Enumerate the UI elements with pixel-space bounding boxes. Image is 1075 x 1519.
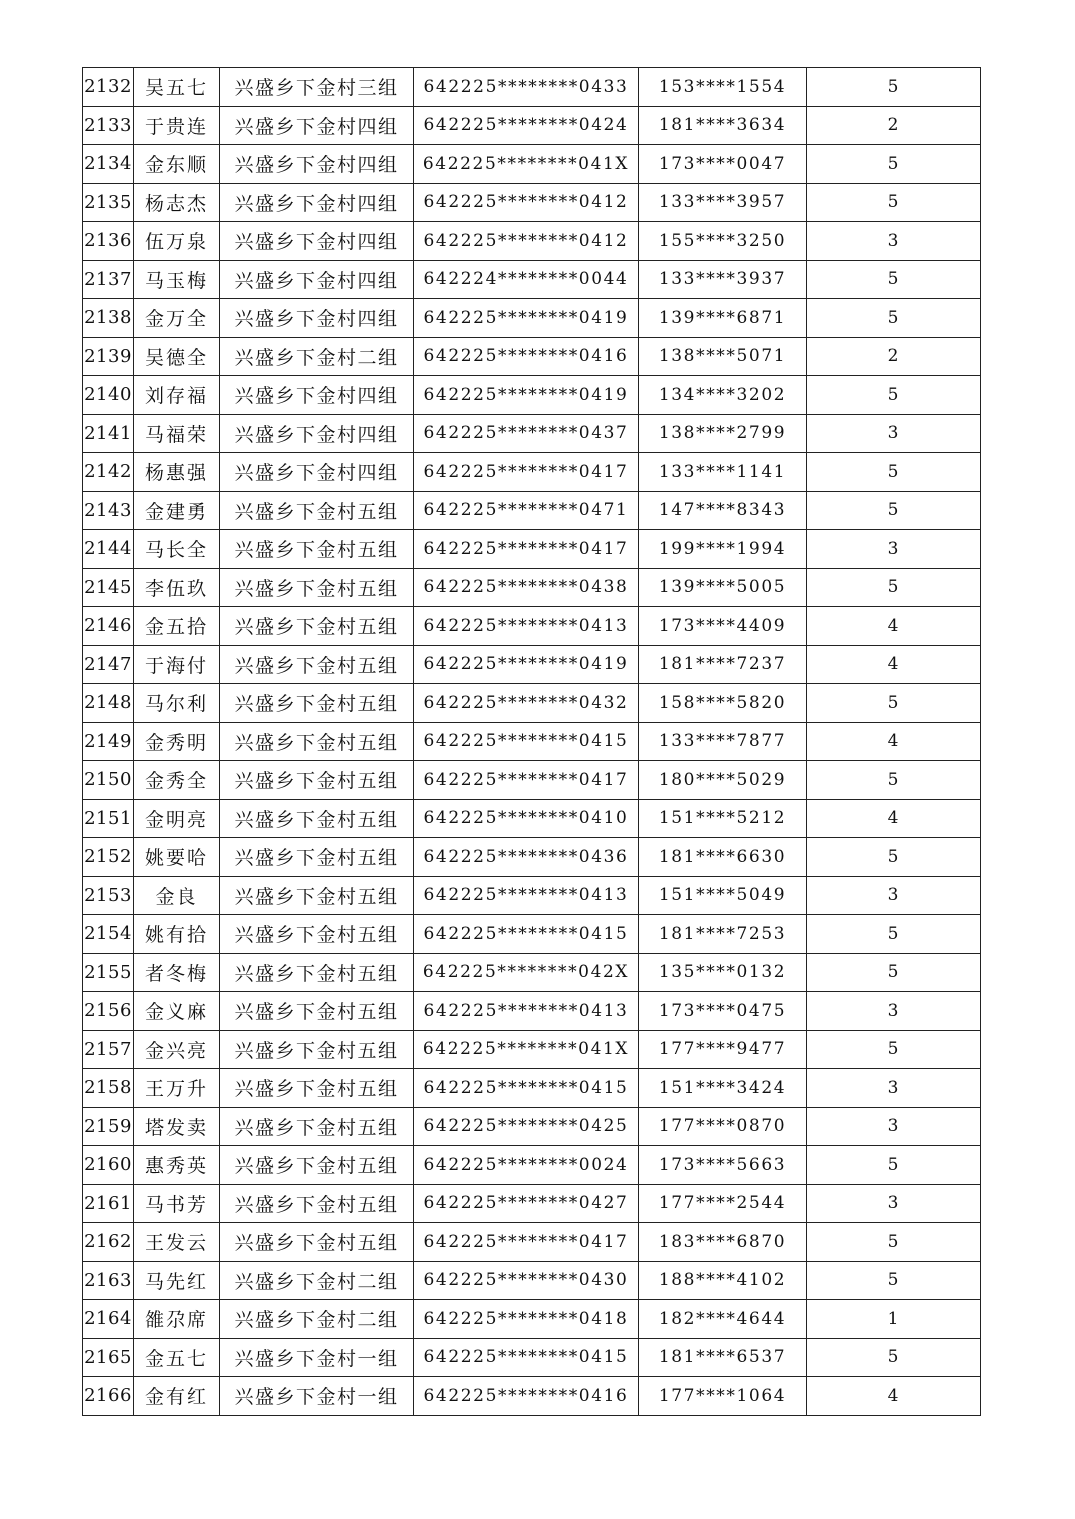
address-cell: 兴盛乡下金村四组 xyxy=(220,222,414,261)
table-row xyxy=(83,530,981,569)
table-row xyxy=(83,376,981,415)
address-cell: 兴盛乡下金村一组 xyxy=(220,1338,414,1377)
row-number-cell: 2134 xyxy=(83,145,134,184)
row-number-cell: 2160 xyxy=(83,1146,134,1185)
phone-cell: 151****5049 xyxy=(639,876,807,915)
household-count-cell: 3 xyxy=(807,1107,981,1146)
household-count-cell: 5 xyxy=(807,299,981,338)
row-number-cell: 2139 xyxy=(83,337,134,376)
row-number-cell: 2165 xyxy=(83,1338,134,1377)
name-cell: 金五拾 xyxy=(134,607,220,646)
phone-cell: 173****4409 xyxy=(639,607,807,646)
household-count-cell: 4 xyxy=(807,607,981,646)
address-cell: 兴盛乡下金村五组 xyxy=(220,568,414,607)
table-row xyxy=(83,1338,981,1377)
address-cell: 兴盛乡下金村五组 xyxy=(220,992,414,1031)
household-count-cell: 5 xyxy=(807,491,981,530)
row-number-cell: 2137 xyxy=(83,260,134,299)
table-row xyxy=(83,568,981,607)
id-number-cell: 642225********0437 xyxy=(414,414,639,453)
row-number-cell: 2142 xyxy=(83,453,134,492)
id-number-cell: 642225********0416 xyxy=(414,1377,639,1416)
row-number-cell: 2133 xyxy=(83,106,134,145)
table-row xyxy=(83,722,981,761)
table-row xyxy=(83,453,981,492)
row-number-cell: 2157 xyxy=(83,1030,134,1069)
id-number-cell: 642225********0415 xyxy=(414,722,639,761)
id-number-cell: 642225********042X xyxy=(414,953,639,992)
household-count-cell: 3 xyxy=(807,414,981,453)
name-cell: 杨惠强 xyxy=(134,453,220,492)
row-number-cell: 2141 xyxy=(83,414,134,453)
table-row xyxy=(83,1030,981,1069)
phone-cell: 181****6537 xyxy=(639,1338,807,1377)
phone-cell: 153****1554 xyxy=(639,68,807,107)
household-count-cell: 5 xyxy=(807,145,981,184)
address-cell: 兴盛乡下金村四组 xyxy=(220,145,414,184)
name-cell: 金建勇 xyxy=(134,491,220,530)
household-count-cell: 5 xyxy=(807,915,981,954)
id-number-cell: 642224********0044 xyxy=(414,260,639,299)
id-number-cell: 642225********0430 xyxy=(414,1261,639,1300)
address-cell: 兴盛乡下金村四组 xyxy=(220,183,414,222)
address-cell: 兴盛乡下金村三组 xyxy=(220,68,414,107)
household-count-cell: 1 xyxy=(807,1300,981,1339)
household-count-cell: 5 xyxy=(807,260,981,299)
address-cell: 兴盛乡下金村五组 xyxy=(220,915,414,954)
name-cell: 金有红 xyxy=(134,1377,220,1416)
id-number-cell: 642225********0413 xyxy=(414,607,639,646)
address-cell: 兴盛乡下金村四组 xyxy=(220,376,414,415)
id-number-cell: 642225********0417 xyxy=(414,530,639,569)
id-number-cell: 642225********0412 xyxy=(414,183,639,222)
row-number-cell: 2148 xyxy=(83,684,134,723)
table-row xyxy=(83,260,981,299)
name-cell: 金万全 xyxy=(134,299,220,338)
row-number-cell: 2149 xyxy=(83,722,134,761)
address-cell: 兴盛乡下金村五组 xyxy=(220,1146,414,1185)
id-number-cell: 642225********0438 xyxy=(414,568,639,607)
name-cell: 马先红 xyxy=(134,1261,220,1300)
id-number-cell: 642225********0416 xyxy=(414,337,639,376)
phone-cell: 138****5071 xyxy=(639,337,807,376)
table-row xyxy=(83,684,981,723)
phone-cell: 151****3424 xyxy=(639,1069,807,1108)
row-number-cell: 2166 xyxy=(83,1377,134,1416)
row-number-cell: 2143 xyxy=(83,491,134,530)
table-row xyxy=(83,1223,981,1262)
address-cell: 兴盛乡下金村四组 xyxy=(220,106,414,145)
name-cell: 王万升 xyxy=(134,1069,220,1108)
name-cell: 马长全 xyxy=(134,530,220,569)
table-row xyxy=(83,1184,981,1223)
table-row xyxy=(83,1377,981,1416)
name-cell: 吴德全 xyxy=(134,337,220,376)
phone-cell: 133****7877 xyxy=(639,722,807,761)
name-cell: 雒尕席 xyxy=(134,1300,220,1339)
table-row xyxy=(83,992,981,1031)
phone-cell: 133****3937 xyxy=(639,260,807,299)
phone-cell: 181****7253 xyxy=(639,915,807,954)
phone-cell: 199****1994 xyxy=(639,530,807,569)
table-row xyxy=(83,915,981,954)
address-cell: 兴盛乡下金村五组 xyxy=(220,722,414,761)
household-count-cell: 3 xyxy=(807,1069,981,1108)
household-count-cell: 5 xyxy=(807,1338,981,1377)
household-count-cell: 5 xyxy=(807,1223,981,1262)
name-cell: 伍万泉 xyxy=(134,222,220,261)
table-row xyxy=(83,414,981,453)
table-row xyxy=(83,1300,981,1339)
row-number-cell: 2161 xyxy=(83,1184,134,1223)
roster-table xyxy=(82,67,981,1416)
name-cell: 马尔利 xyxy=(134,684,220,723)
phone-cell: 173****5663 xyxy=(639,1146,807,1185)
household-count-cell: 3 xyxy=(807,992,981,1031)
phone-cell: 177****9477 xyxy=(639,1030,807,1069)
name-cell: 杨志杰 xyxy=(134,183,220,222)
row-number-cell: 2147 xyxy=(83,645,134,684)
row-number-cell: 2153 xyxy=(83,876,134,915)
household-count-cell: 3 xyxy=(807,530,981,569)
household-count-cell: 5 xyxy=(807,838,981,877)
household-count-cell: 5 xyxy=(807,761,981,800)
id-number-cell: 642225********0413 xyxy=(414,992,639,1031)
id-number-cell: 642225********0418 xyxy=(414,1300,639,1339)
id-number-cell: 642225********0024 xyxy=(414,1146,639,1185)
phone-cell: 155****3250 xyxy=(639,222,807,261)
id-number-cell: 642225********0436 xyxy=(414,838,639,877)
row-number-cell: 2158 xyxy=(83,1069,134,1108)
row-number-cell: 2154 xyxy=(83,915,134,954)
row-number-cell: 2156 xyxy=(83,992,134,1031)
address-cell: 兴盛乡下金村二组 xyxy=(220,1261,414,1300)
name-cell: 金秀全 xyxy=(134,761,220,800)
name-cell: 金明亮 xyxy=(134,799,220,838)
household-count-cell: 3 xyxy=(807,1184,981,1223)
phone-cell: 177****1064 xyxy=(639,1377,807,1416)
phone-cell: 151****5212 xyxy=(639,799,807,838)
household-count-cell: 4 xyxy=(807,799,981,838)
name-cell: 者冬梅 xyxy=(134,953,220,992)
table-row xyxy=(83,876,981,915)
table-row xyxy=(83,761,981,800)
row-number-cell: 2136 xyxy=(83,222,134,261)
phone-cell: 133****1141 xyxy=(639,453,807,492)
table-row xyxy=(83,645,981,684)
row-number-cell: 2163 xyxy=(83,1261,134,1300)
address-cell: 兴盛乡下金村五组 xyxy=(220,491,414,530)
phone-cell: 182****4644 xyxy=(639,1300,807,1339)
name-cell: 马书芳 xyxy=(134,1184,220,1223)
household-count-cell: 2 xyxy=(807,106,981,145)
household-count-cell: 4 xyxy=(807,722,981,761)
id-number-cell: 642225********0419 xyxy=(414,299,639,338)
household-count-cell: 4 xyxy=(807,645,981,684)
id-number-cell: 642225********0433 xyxy=(414,68,639,107)
address-cell: 兴盛乡下金村五组 xyxy=(220,530,414,569)
id-number-cell: 642225********0424 xyxy=(414,106,639,145)
id-number-cell: 642225********0415 xyxy=(414,1338,639,1377)
name-cell: 金良 xyxy=(134,876,220,915)
name-cell: 李伍玖 xyxy=(134,568,220,607)
row-number-cell: 2162 xyxy=(83,1223,134,1262)
name-cell: 于海付 xyxy=(134,645,220,684)
address-cell: 兴盛乡下金村二组 xyxy=(220,1300,414,1339)
row-number-cell: 2146 xyxy=(83,607,134,646)
phone-cell: 183****6870 xyxy=(639,1223,807,1262)
id-number-cell: 642225********0419 xyxy=(414,376,639,415)
household-count-cell: 3 xyxy=(807,222,981,261)
name-cell: 于贵连 xyxy=(134,106,220,145)
table-row xyxy=(83,1069,981,1108)
address-cell: 兴盛乡下金村五组 xyxy=(220,684,414,723)
phone-cell: 139****5005 xyxy=(639,568,807,607)
phone-cell: 181****7237 xyxy=(639,645,807,684)
table-row xyxy=(83,145,981,184)
phone-cell: 188****4102 xyxy=(639,1261,807,1300)
table-row xyxy=(83,299,981,338)
table-row xyxy=(83,491,981,530)
id-number-cell: 642225********0471 xyxy=(414,491,639,530)
phone-cell: 181****6630 xyxy=(639,838,807,877)
address-cell: 兴盛乡下金村五组 xyxy=(220,953,414,992)
phone-cell: 180****5029 xyxy=(639,761,807,800)
phone-cell: 139****6871 xyxy=(639,299,807,338)
table-row xyxy=(83,337,981,376)
id-number-cell: 642225********0412 xyxy=(414,222,639,261)
household-count-cell: 5 xyxy=(807,453,981,492)
phone-cell: 173****0047 xyxy=(639,145,807,184)
id-number-cell: 642225********0410 xyxy=(414,799,639,838)
id-number-cell: 642225********0417 xyxy=(414,1223,639,1262)
address-cell: 兴盛乡下金村五组 xyxy=(220,1030,414,1069)
phone-cell: 177****2544 xyxy=(639,1184,807,1223)
table-row xyxy=(83,1107,981,1146)
phone-cell: 173****0475 xyxy=(639,992,807,1031)
household-count-cell: 5 xyxy=(807,1030,981,1069)
name-cell: 塔发卖 xyxy=(134,1107,220,1146)
row-number-cell: 2140 xyxy=(83,376,134,415)
name-cell: 惠秀英 xyxy=(134,1146,220,1185)
row-number-cell: 2138 xyxy=(83,299,134,338)
row-number-cell: 2135 xyxy=(83,183,134,222)
table-row xyxy=(83,1261,981,1300)
phone-cell: 134****3202 xyxy=(639,376,807,415)
phone-cell: 158****5820 xyxy=(639,684,807,723)
household-count-cell: 5 xyxy=(807,568,981,607)
household-count-cell: 5 xyxy=(807,68,981,107)
address-cell: 兴盛乡下金村五组 xyxy=(220,1069,414,1108)
address-cell: 兴盛乡下金村四组 xyxy=(220,414,414,453)
table-row xyxy=(83,106,981,145)
row-number-cell: 2150 xyxy=(83,761,134,800)
household-count-cell: 4 xyxy=(807,1377,981,1416)
household-count-cell: 5 xyxy=(807,953,981,992)
phone-cell: 138****2799 xyxy=(639,414,807,453)
id-number-cell: 642225********0425 xyxy=(414,1107,639,1146)
household-count-cell: 5 xyxy=(807,376,981,415)
name-cell: 刘存福 xyxy=(134,376,220,415)
row-number-cell: 2132 xyxy=(83,68,134,107)
name-cell: 金义麻 xyxy=(134,992,220,1031)
phone-cell: 133****3957 xyxy=(639,183,807,222)
row-number-cell: 2151 xyxy=(83,799,134,838)
id-number-cell: 642225********041X xyxy=(414,145,639,184)
name-cell: 吴五七 xyxy=(134,68,220,107)
household-count-cell: 2 xyxy=(807,337,981,376)
id-number-cell: 642225********0432 xyxy=(414,684,639,723)
address-cell: 兴盛乡下金村一组 xyxy=(220,1377,414,1416)
table-row xyxy=(83,838,981,877)
address-cell: 兴盛乡下金村四组 xyxy=(220,453,414,492)
id-number-cell: 642225********0417 xyxy=(414,761,639,800)
household-count-cell: 5 xyxy=(807,684,981,723)
name-cell: 金兴亮 xyxy=(134,1030,220,1069)
name-cell: 马福荣 xyxy=(134,414,220,453)
address-cell: 兴盛乡下金村五组 xyxy=(220,1107,414,1146)
name-cell: 金东顺 xyxy=(134,145,220,184)
table-row xyxy=(83,68,981,107)
phone-cell: 177****0870 xyxy=(639,1107,807,1146)
table-row xyxy=(83,607,981,646)
row-number-cell: 2155 xyxy=(83,953,134,992)
name-cell: 王发云 xyxy=(134,1223,220,1262)
address-cell: 兴盛乡下金村四组 xyxy=(220,299,414,338)
id-number-cell: 642225********0415 xyxy=(414,915,639,954)
id-number-cell: 642225********0413 xyxy=(414,876,639,915)
row-number-cell: 2152 xyxy=(83,838,134,877)
address-cell: 兴盛乡下金村五组 xyxy=(220,1223,414,1262)
table-row xyxy=(83,1146,981,1185)
address-cell: 兴盛乡下金村五组 xyxy=(220,838,414,877)
table-row xyxy=(83,953,981,992)
name-cell: 姚要哈 xyxy=(134,838,220,877)
row-number-cell: 2144 xyxy=(83,530,134,569)
phone-cell: 135****0132 xyxy=(639,953,807,992)
id-number-cell: 642225********0427 xyxy=(414,1184,639,1223)
name-cell: 姚有拾 xyxy=(134,915,220,954)
id-number-cell: 642225********0417 xyxy=(414,453,639,492)
address-cell: 兴盛乡下金村二组 xyxy=(220,337,414,376)
phone-cell: 147****8343 xyxy=(639,491,807,530)
row-number-cell: 2145 xyxy=(83,568,134,607)
household-count-cell: 5 xyxy=(807,1261,981,1300)
roster-body xyxy=(83,68,981,1416)
household-count-cell: 3 xyxy=(807,876,981,915)
id-number-cell: 642225********0415 xyxy=(414,1069,639,1108)
name-cell: 金秀明 xyxy=(134,722,220,761)
address-cell: 兴盛乡下金村五组 xyxy=(220,1184,414,1223)
address-cell: 兴盛乡下金村四组 xyxy=(220,260,414,299)
address-cell: 兴盛乡下金村五组 xyxy=(220,876,414,915)
address-cell: 兴盛乡下金村五组 xyxy=(220,761,414,800)
id-number-cell: 642225********0419 xyxy=(414,645,639,684)
table-row xyxy=(83,183,981,222)
name-cell: 马玉梅 xyxy=(134,260,220,299)
household-count-cell: 5 xyxy=(807,1146,981,1185)
phone-cell: 181****3634 xyxy=(639,106,807,145)
address-cell: 兴盛乡下金村五组 xyxy=(220,799,414,838)
table-row xyxy=(83,799,981,838)
row-number-cell: 2164 xyxy=(83,1300,134,1339)
address-cell: 兴盛乡下金村五组 xyxy=(220,645,414,684)
id-number-cell: 642225********041X xyxy=(414,1030,639,1069)
address-cell: 兴盛乡下金村五组 xyxy=(220,607,414,646)
table-row xyxy=(83,222,981,261)
row-number-cell: 2159 xyxy=(83,1107,134,1146)
name-cell: 金五七 xyxy=(134,1338,220,1377)
household-count-cell: 5 xyxy=(807,183,981,222)
